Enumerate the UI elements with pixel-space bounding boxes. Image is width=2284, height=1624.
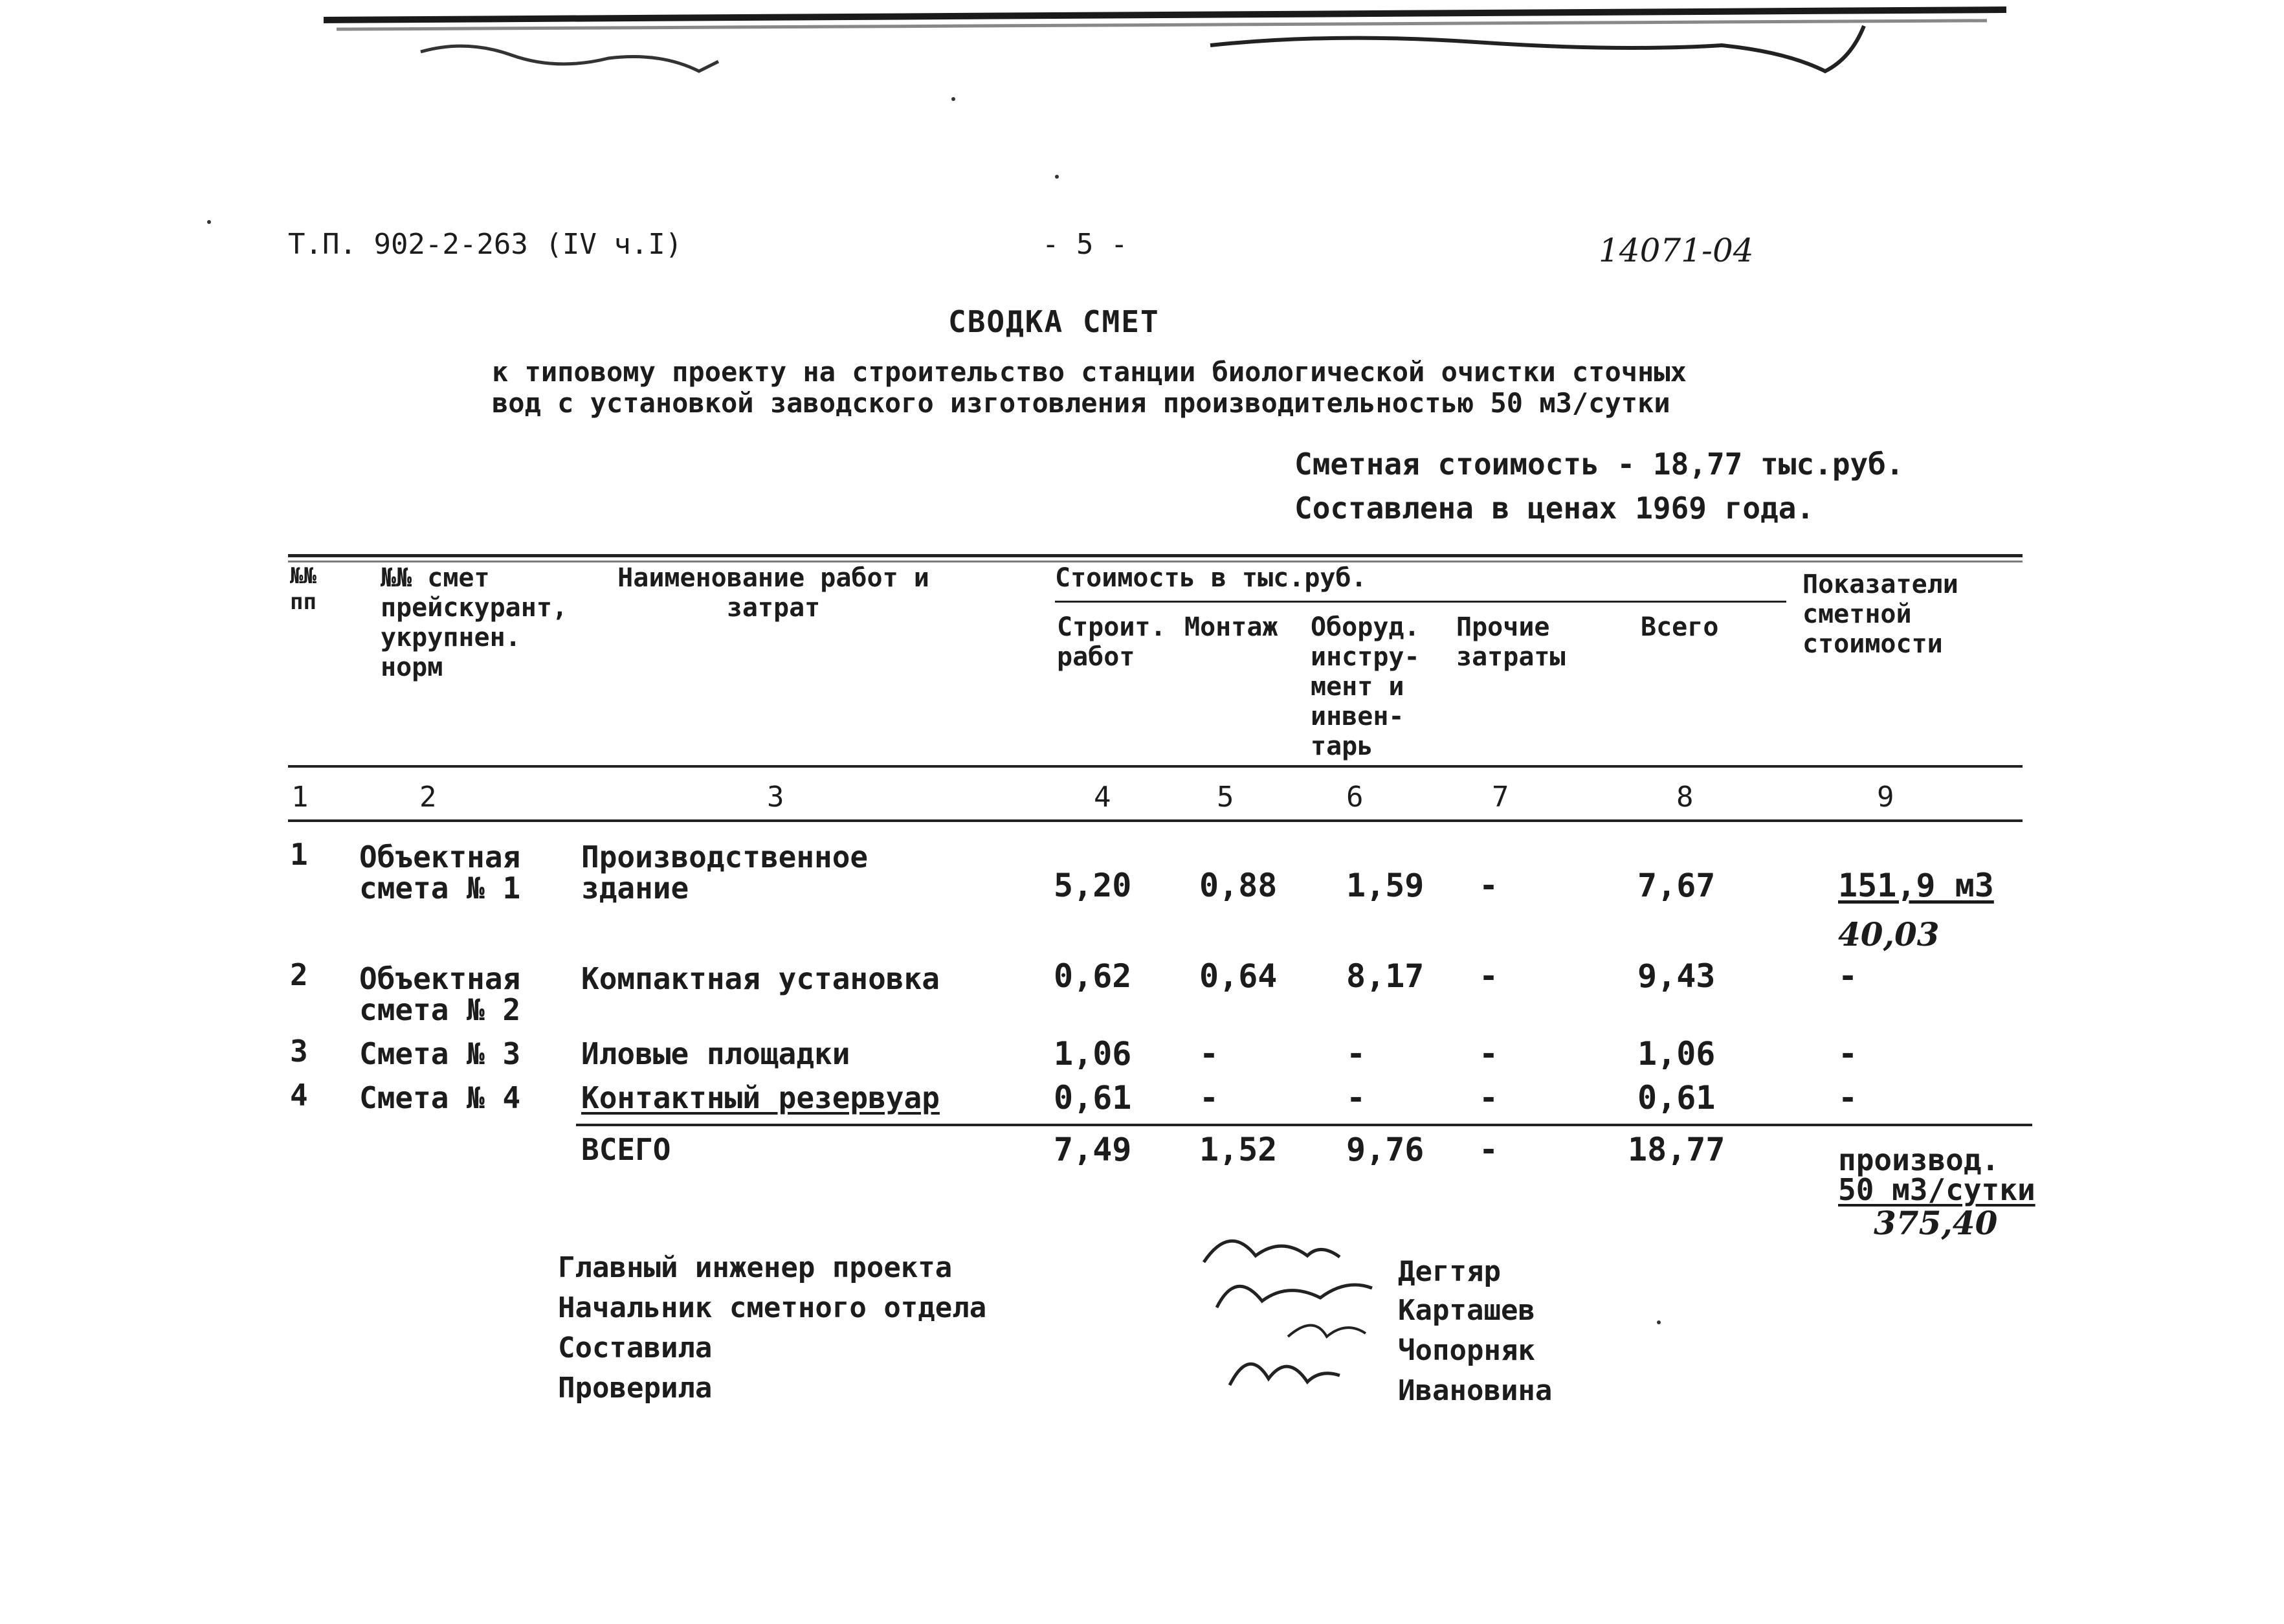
- header-bottom-rule: [288, 765, 2023, 768]
- total-indicator-line2: 50 м3/сутки: [1838, 1172, 2035, 1207]
- header-col6: Оборуд. инстру-мент и инвен-тарь: [1311, 612, 1420, 761]
- signature-name: Чопорняк: [1398, 1334, 1535, 1367]
- row-equipment: -: [1346, 1079, 1366, 1117]
- table-top-rule: [288, 554, 2023, 557]
- scan-speck: [1657, 1320, 1661, 1324]
- signature-name: Карташев: [1398, 1294, 1535, 1327]
- table-top-rule: [288, 561, 2023, 562]
- scan-speck: [1055, 175, 1059, 179]
- row-total: 9,43: [1637, 957, 1716, 995]
- total-other: -: [1479, 1131, 1499, 1168]
- price-basis: Составлена в ценах 1969 года.: [1294, 491, 1815, 526]
- column-number-8: 8: [1676, 781, 1694, 814]
- row-construction: 0,62: [1054, 957, 1132, 995]
- signature-role: Главный инженер проекта: [558, 1251, 953, 1284]
- signature-name: Дегтяр: [1398, 1255, 1501, 1288]
- row-indicator: -: [1838, 957, 1858, 995]
- row-other: -: [1479, 867, 1499, 904]
- row-equipment: -: [1346, 1035, 1366, 1073]
- column-number-4: 4: [1094, 781, 1111, 814]
- column-number-9: 9: [1877, 781, 1894, 814]
- row-construction: 5,20: [1054, 867, 1132, 904]
- total-label: ВСЕГО: [581, 1132, 671, 1167]
- row-estimate: Смета № 4: [359, 1080, 521, 1115]
- row-number: 3: [290, 1034, 308, 1069]
- row-equipment: 8,17: [1346, 957, 1425, 995]
- handwritten-scribble: [414, 26, 751, 84]
- column-number-6: 6: [1346, 781, 1364, 814]
- total-installation: 1,52: [1199, 1131, 1278, 1168]
- cost-group-rule: [1055, 601, 1786, 603]
- document-title: СВОДКА СМЕТ: [948, 304, 1160, 339]
- signature-role: Проверила: [558, 1372, 713, 1405]
- header-col8: Всего: [1641, 612, 1719, 642]
- row-estimate: Объектная смета № 1: [359, 840, 521, 906]
- row-name: Иловые площадки: [581, 1036, 850, 1071]
- header-col4: Строит. работ: [1057, 612, 1166, 672]
- scan-speck: [951, 97, 955, 101]
- signature-role: Составила: [558, 1331, 713, 1364]
- header-col3: Наименование работ и затрат: [617, 563, 929, 623]
- total-rule: [576, 1124, 2032, 1126]
- column-number-1: 1: [291, 781, 309, 814]
- header-col1: [290, 563, 329, 615]
- column-number-3: 3: [767, 781, 784, 814]
- column-number-2: 2: [419, 781, 437, 814]
- header-col9: Показатели сметной стоимости: [1802, 570, 1958, 659]
- row-equipment: 1,59: [1346, 867, 1425, 904]
- signature-name: Ивановина: [1398, 1374, 1553, 1407]
- document-subtitle-line1: к типовому проекту на строительство станции биологической очистки сточных: [492, 356, 1687, 388]
- row-installation: 0,88: [1199, 867, 1278, 904]
- row-indicator: -: [1838, 1035, 1858, 1073]
- row-indicator: 151,9 м3: [1838, 867, 1994, 904]
- row-estimate: Смета № 3: [359, 1036, 521, 1071]
- row-installation: 0,64: [1199, 957, 1278, 995]
- row-indicator-secondary: 40,03: [1838, 915, 1940, 953]
- row-total: 7,67: [1637, 867, 1716, 904]
- row-number: 4: [290, 1078, 308, 1113]
- row-total: 1,06: [1637, 1035, 1716, 1073]
- total-equipment: 9,76: [1346, 1131, 1425, 1168]
- row-total: 0,61: [1637, 1079, 1716, 1117]
- header-col5: Монтаж: [1184, 612, 1278, 642]
- row-indicator: -: [1838, 1079, 1858, 1117]
- handwritten-scribble: [1204, 19, 1890, 84]
- header-col7: Прочие затраты: [1456, 612, 1566, 672]
- estimate-cost: Сметная стоимость - 18,77 тыс.руб.: [1294, 447, 1904, 482]
- row-name: Контактный резервуар: [581, 1080, 940, 1115]
- column-number-5: 5: [1217, 781, 1234, 814]
- row-other: -: [1479, 957, 1499, 995]
- document-number: 14071-04: [1599, 232, 1754, 269]
- row-other: -: [1479, 1035, 1499, 1073]
- project-code: Т.П. 902-2-263 (IV ч.I): [288, 228, 683, 261]
- row-name: Компактная установка: [581, 961, 940, 996]
- row-construction: 1,06: [1054, 1035, 1132, 1073]
- header-col1-text: №№ пп: [290, 563, 316, 615]
- row-number: 1: [290, 837, 308, 872]
- colnum-bottom-rule: [288, 819, 2023, 822]
- header-cost-group: Стоимость в тыс.руб.: [1055, 563, 1367, 593]
- document-subtitle-line2: вод с установкой заводского изготовления производительностью 50 м3/сутки: [492, 387, 1670, 419]
- row-name: Производственное здание: [581, 840, 869, 906]
- signature-role: Начальник сметного отдела: [558, 1291, 987, 1324]
- row-number: 2: [290, 957, 308, 992]
- row-installation: -: [1199, 1079, 1219, 1117]
- column-number-7: 7: [1492, 781, 1509, 814]
- row-other: -: [1479, 1079, 1499, 1117]
- total-total: 18,77: [1628, 1131, 1725, 1168]
- header-col2: №№ смет прейскурант, укрупнен. норм: [381, 563, 568, 682]
- handwritten-signatures: [1191, 1217, 1411, 1411]
- total-construction: 7,49: [1054, 1131, 1132, 1168]
- page-number: - 5 -: [1042, 228, 1128, 261]
- total-indicator-line1: производ.: [1838, 1142, 2000, 1177]
- row-construction: 0,61: [1054, 1079, 1132, 1117]
- row-estimate: Объектная смета № 2: [359, 961, 521, 1027]
- scan-speck: [207, 220, 211, 224]
- row-installation: -: [1199, 1035, 1219, 1073]
- total-indicator-line3: 375,40: [1874, 1204, 1998, 1242]
